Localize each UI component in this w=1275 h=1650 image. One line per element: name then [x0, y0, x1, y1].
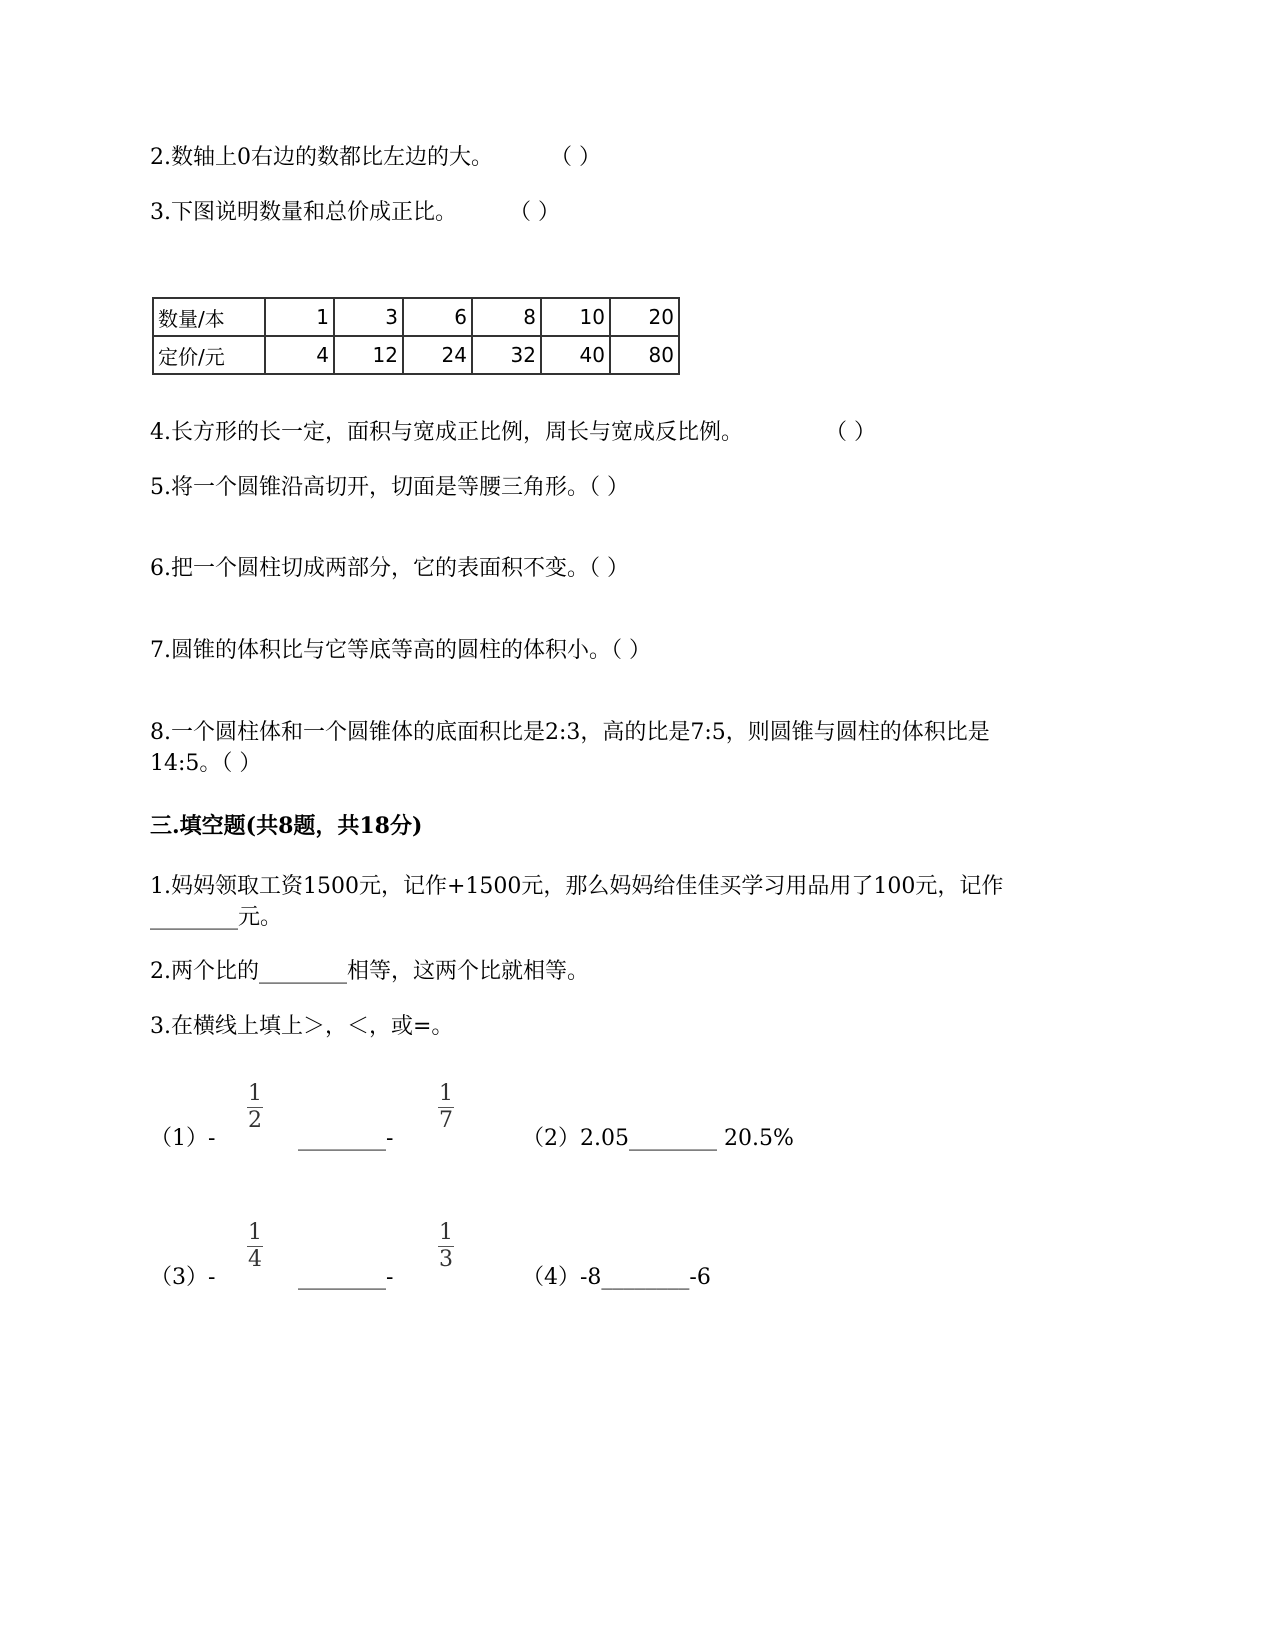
compare-blank-1[interactable]: ________-	[298, 1126, 394, 1151]
question-7	[150, 636, 651, 666]
fill-question-3-text: 3.在横线上填上＞，＜，或=。	[150, 1014, 454, 1039]
answer-paren[interactable]: （ ）	[509, 200, 560, 225]
fill-question-2-text[interactable]: 2.两个比的________相等，这两个比就相等。	[150, 959, 589, 984]
compare-item-4[interactable]: （4）-8________-6	[522, 1265, 711, 1290]
question-3	[150, 198, 560, 228]
fraction-left-3	[243, 1221, 267, 1272]
answer-paren[interactable]: （ ）	[550, 145, 601, 170]
fraction-right-3	[434, 1221, 458, 1272]
fraction-denominator: 7	[439, 1108, 453, 1133]
fill-blank[interactable]: ________元。	[150, 905, 283, 930]
fill-question-2	[150, 957, 589, 987]
question-8-continued	[150, 749, 261, 779]
table-cell: 4	[265, 336, 334, 374]
fill-question-3	[150, 1012, 453, 1042]
table-cell: 10	[541, 298, 610, 336]
fraction-denominator: 3	[439, 1247, 453, 1272]
fill-question-1-text: 1.妈妈领取工资1500元，记作+1500元，那么妈妈给佳佳买学习用品用了100元，记作	[150, 874, 1004, 899]
question-6	[150, 554, 629, 584]
price-table	[152, 297, 680, 375]
fraction-denominator: 2	[248, 1108, 262, 1133]
compare-item-1-label: （1）-	[150, 1126, 216, 1151]
fraction-left-1	[243, 1082, 267, 1133]
fill-question-1	[150, 872, 1003, 902]
table-cell: 12	[334, 336, 403, 374]
table-row-label: 定价/元	[153, 336, 265, 374]
table-cell: 24	[403, 336, 472, 374]
question-8-text-line2: 14:5。（ ）	[150, 751, 262, 776]
fraction-right-1	[434, 1082, 458, 1133]
fill-question-1-continued	[150, 903, 282, 933]
question-5	[150, 473, 629, 503]
table-cell: 8	[472, 298, 541, 336]
question-8	[150, 718, 990, 748]
fraction-numerator: 1	[439, 1220, 453, 1245]
section-heading: 三.填空题(共8题，共18分)	[150, 813, 423, 839]
table-cell: 20	[610, 298, 679, 336]
fraction-numerator: 1	[248, 1081, 262, 1106]
question-5-text: 5.将一个圆锥沿高切开，切面是等腰三角形。（ ）	[150, 475, 629, 500]
question-7-text: 7.圆锥的体积比与它等底等高的圆柱的体积小。（ ）	[150, 638, 651, 663]
table-cell: 6	[403, 298, 472, 336]
question-2	[150, 143, 601, 173]
table-row	[153, 336, 679, 374]
table-cell: 3	[334, 298, 403, 336]
question-6-text: 6.把一个圆柱切成两部分，它的表面积不变。（ ）	[150, 556, 629, 581]
question-2-text: 2.数轴上0右边的数都比左边的大。	[150, 145, 493, 170]
compare-item-2[interactable]: （2）2.05________ 20.5%	[522, 1126, 794, 1151]
question-4	[150, 418, 876, 448]
compare-item-3-label: （3）-	[150, 1265, 216, 1290]
fraction-denominator: 4	[248, 1247, 262, 1272]
compare-blank-3[interactable]: ________-	[298, 1265, 394, 1290]
table-row-label: 数量/本	[153, 298, 265, 336]
answer-paren[interactable]: （ ）	[825, 420, 876, 445]
question-3-text: 3.下图说明数量和总价成正比。	[150, 200, 457, 225]
table-cell: 40	[541, 336, 610, 374]
fraction-numerator: 1	[439, 1081, 453, 1106]
fraction-numerator: 1	[248, 1220, 262, 1245]
question-4-text: 4.长方形的长一定，面积与宽成正比例，周长与宽成反比例。	[150, 420, 743, 445]
question-8-text: 8.一个圆柱体和一个圆锥体的底面积比是2:3，高的比是7:5，则圆锥与圆柱的体积比是	[150, 720, 990, 745]
table-cell: 32	[472, 336, 541, 374]
table-cell: 1	[265, 298, 334, 336]
table-row	[153, 298, 679, 336]
table-cell: 80	[610, 336, 679, 374]
